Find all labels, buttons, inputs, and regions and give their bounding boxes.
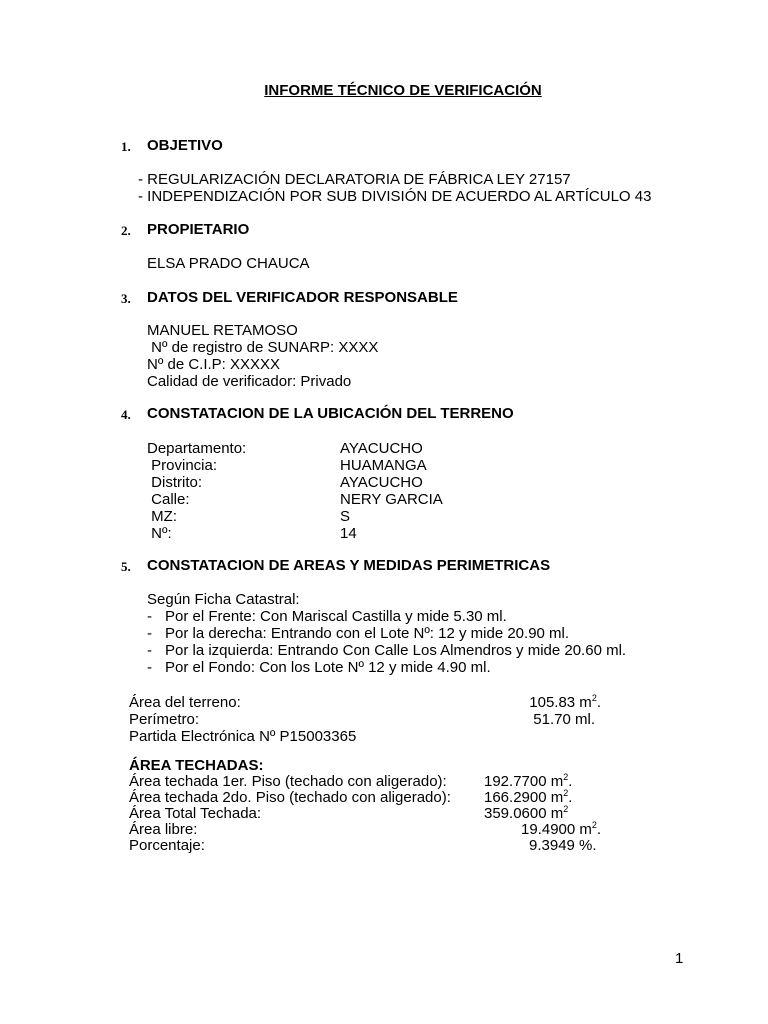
location-label: Calle: xyxy=(147,491,190,508)
location-value: 14 xyxy=(340,525,357,542)
objective-list xyxy=(138,171,651,205)
section-2-heading: PROPIETARIO xyxy=(147,221,250,238)
location-row xyxy=(147,491,507,508)
techada-row xyxy=(129,774,609,790)
section-4-heading: CONSTATACION DE LA UBICACIÓN DEL TERRENO xyxy=(147,405,514,422)
techada-row xyxy=(129,790,609,806)
location-value: HUAMANGA xyxy=(340,457,427,474)
perimeter-item: Por la derecha: Entrando con el Lote Nº: 12 y mide 20.90 ml. xyxy=(165,625,570,642)
objective-line: - INDEPENDIZACIÓN POR SUB DIVISIÓN DE ACUERDO AL ARTÍCULO 43 xyxy=(138,188,652,205)
section-3-number: 3. xyxy=(121,291,131,306)
location-table xyxy=(147,440,507,542)
area-terreno-label: Área del terreno: xyxy=(129,694,241,711)
bullet: - xyxy=(147,659,152,676)
perimeter-item: Por el Frente: Con Mariscal Castilla y mide 5.30 ml. xyxy=(165,608,507,625)
location-row xyxy=(147,457,507,474)
techada-label: Porcentaje: xyxy=(129,837,205,854)
location-value: S xyxy=(340,508,351,525)
location-label: Provincia: xyxy=(147,457,218,474)
location-value: AYACUCHO xyxy=(340,474,423,491)
sunarp-registry: Nº de registro de SUNARP: XXXX xyxy=(147,339,379,356)
bullet: - xyxy=(147,642,152,659)
techada-label: Área techada 1er. Piso (techado con aligerado): xyxy=(129,773,447,790)
location-row xyxy=(147,474,507,491)
location-label: Distrito: xyxy=(147,474,203,491)
cadastral-intro: Según Ficha Catastral: xyxy=(147,591,300,608)
section-4-number: 4. xyxy=(121,407,131,422)
verifier-quality: Calidad de verificador: Privado xyxy=(147,373,352,390)
document-title: INFORME TÉCNICO DE VERIFICACIÓN xyxy=(264,82,542,99)
area-summary xyxy=(129,694,609,745)
perimeter-list xyxy=(147,608,626,676)
list-item xyxy=(147,659,626,676)
section-2-number: 2. xyxy=(121,223,131,238)
bullet: - xyxy=(147,625,152,642)
perimeter-item: Por la izquierda: Entrando Con Calle Los Almendros y mide 20.60 ml. xyxy=(165,642,627,659)
cip-number: Nº de C.I.P: XXXXX xyxy=(147,356,281,373)
bullet: - xyxy=(147,608,152,625)
perimetro-value: 51.70 ml. xyxy=(533,711,595,728)
perimetro-label: Perímetro: xyxy=(129,711,200,728)
section-1-heading: OBJETIVO xyxy=(147,137,223,154)
techada-label: Área techada 2do. Piso (techado con aligerado): xyxy=(129,789,451,806)
verifier-details xyxy=(147,322,378,390)
objective-line: - REGULARIZACIÓN DECLARATORIA DE FÁBRICA LEY 27157 xyxy=(138,171,571,188)
techada-label: Área libre: xyxy=(129,821,198,838)
section-5-number: 5. xyxy=(121,559,131,574)
techada-row xyxy=(129,806,609,822)
techada-row xyxy=(129,838,609,854)
partida-electronica: Partida Electrónica Nº P15003365 xyxy=(129,728,357,745)
percentage-value: 9.3949 %. xyxy=(529,837,597,854)
location-label: Departamento: xyxy=(147,440,247,457)
section-3-heading: DATOS DEL VERIFICADOR RESPONSABLE xyxy=(147,289,458,306)
techada-value: 192.7700 $m^2$. xyxy=(484,772,573,790)
section-5-heading: CONSTATACION DE AREAS Y MEDIDAS PERIMETRICAS xyxy=(147,557,551,574)
techada-row xyxy=(129,822,609,838)
owner-name: ELSA PRADO CHAUCA xyxy=(147,255,310,272)
location-row xyxy=(147,525,507,542)
list-item xyxy=(147,625,626,642)
location-label: MZ: xyxy=(147,508,177,525)
area-terreno-value: 105.83 $m^2$. xyxy=(529,693,601,711)
area-row xyxy=(129,711,609,728)
verifier-name: MANUEL RETAMOSO xyxy=(147,322,298,339)
location-value: AYACUCHO xyxy=(340,440,423,457)
area-row xyxy=(129,728,609,745)
techada-value: 166.2900 $m^2$. xyxy=(484,788,573,806)
location-label: Nº: xyxy=(147,525,172,542)
location-row xyxy=(147,440,507,457)
list-item xyxy=(147,608,626,625)
area-row xyxy=(129,694,609,711)
location-value: NERY GARCIA xyxy=(340,491,443,508)
location-row xyxy=(147,508,507,525)
perimeter-item: Por el Fondo: Con los Lote Nº 12 y mide 4.90 ml. xyxy=(165,659,491,676)
techada-label: Área Total Techada: xyxy=(129,805,262,822)
techadas-block xyxy=(129,758,609,854)
page-number: 1 xyxy=(675,950,684,967)
list-item xyxy=(147,642,626,659)
techada-value: 19.4900 $m^2$. xyxy=(521,820,602,838)
section-1-number: 1. xyxy=(121,139,131,154)
techada-value: 359.0600 $m^2$ xyxy=(484,804,569,822)
techadas-heading: ÁREA TECHADAS: xyxy=(129,757,264,774)
